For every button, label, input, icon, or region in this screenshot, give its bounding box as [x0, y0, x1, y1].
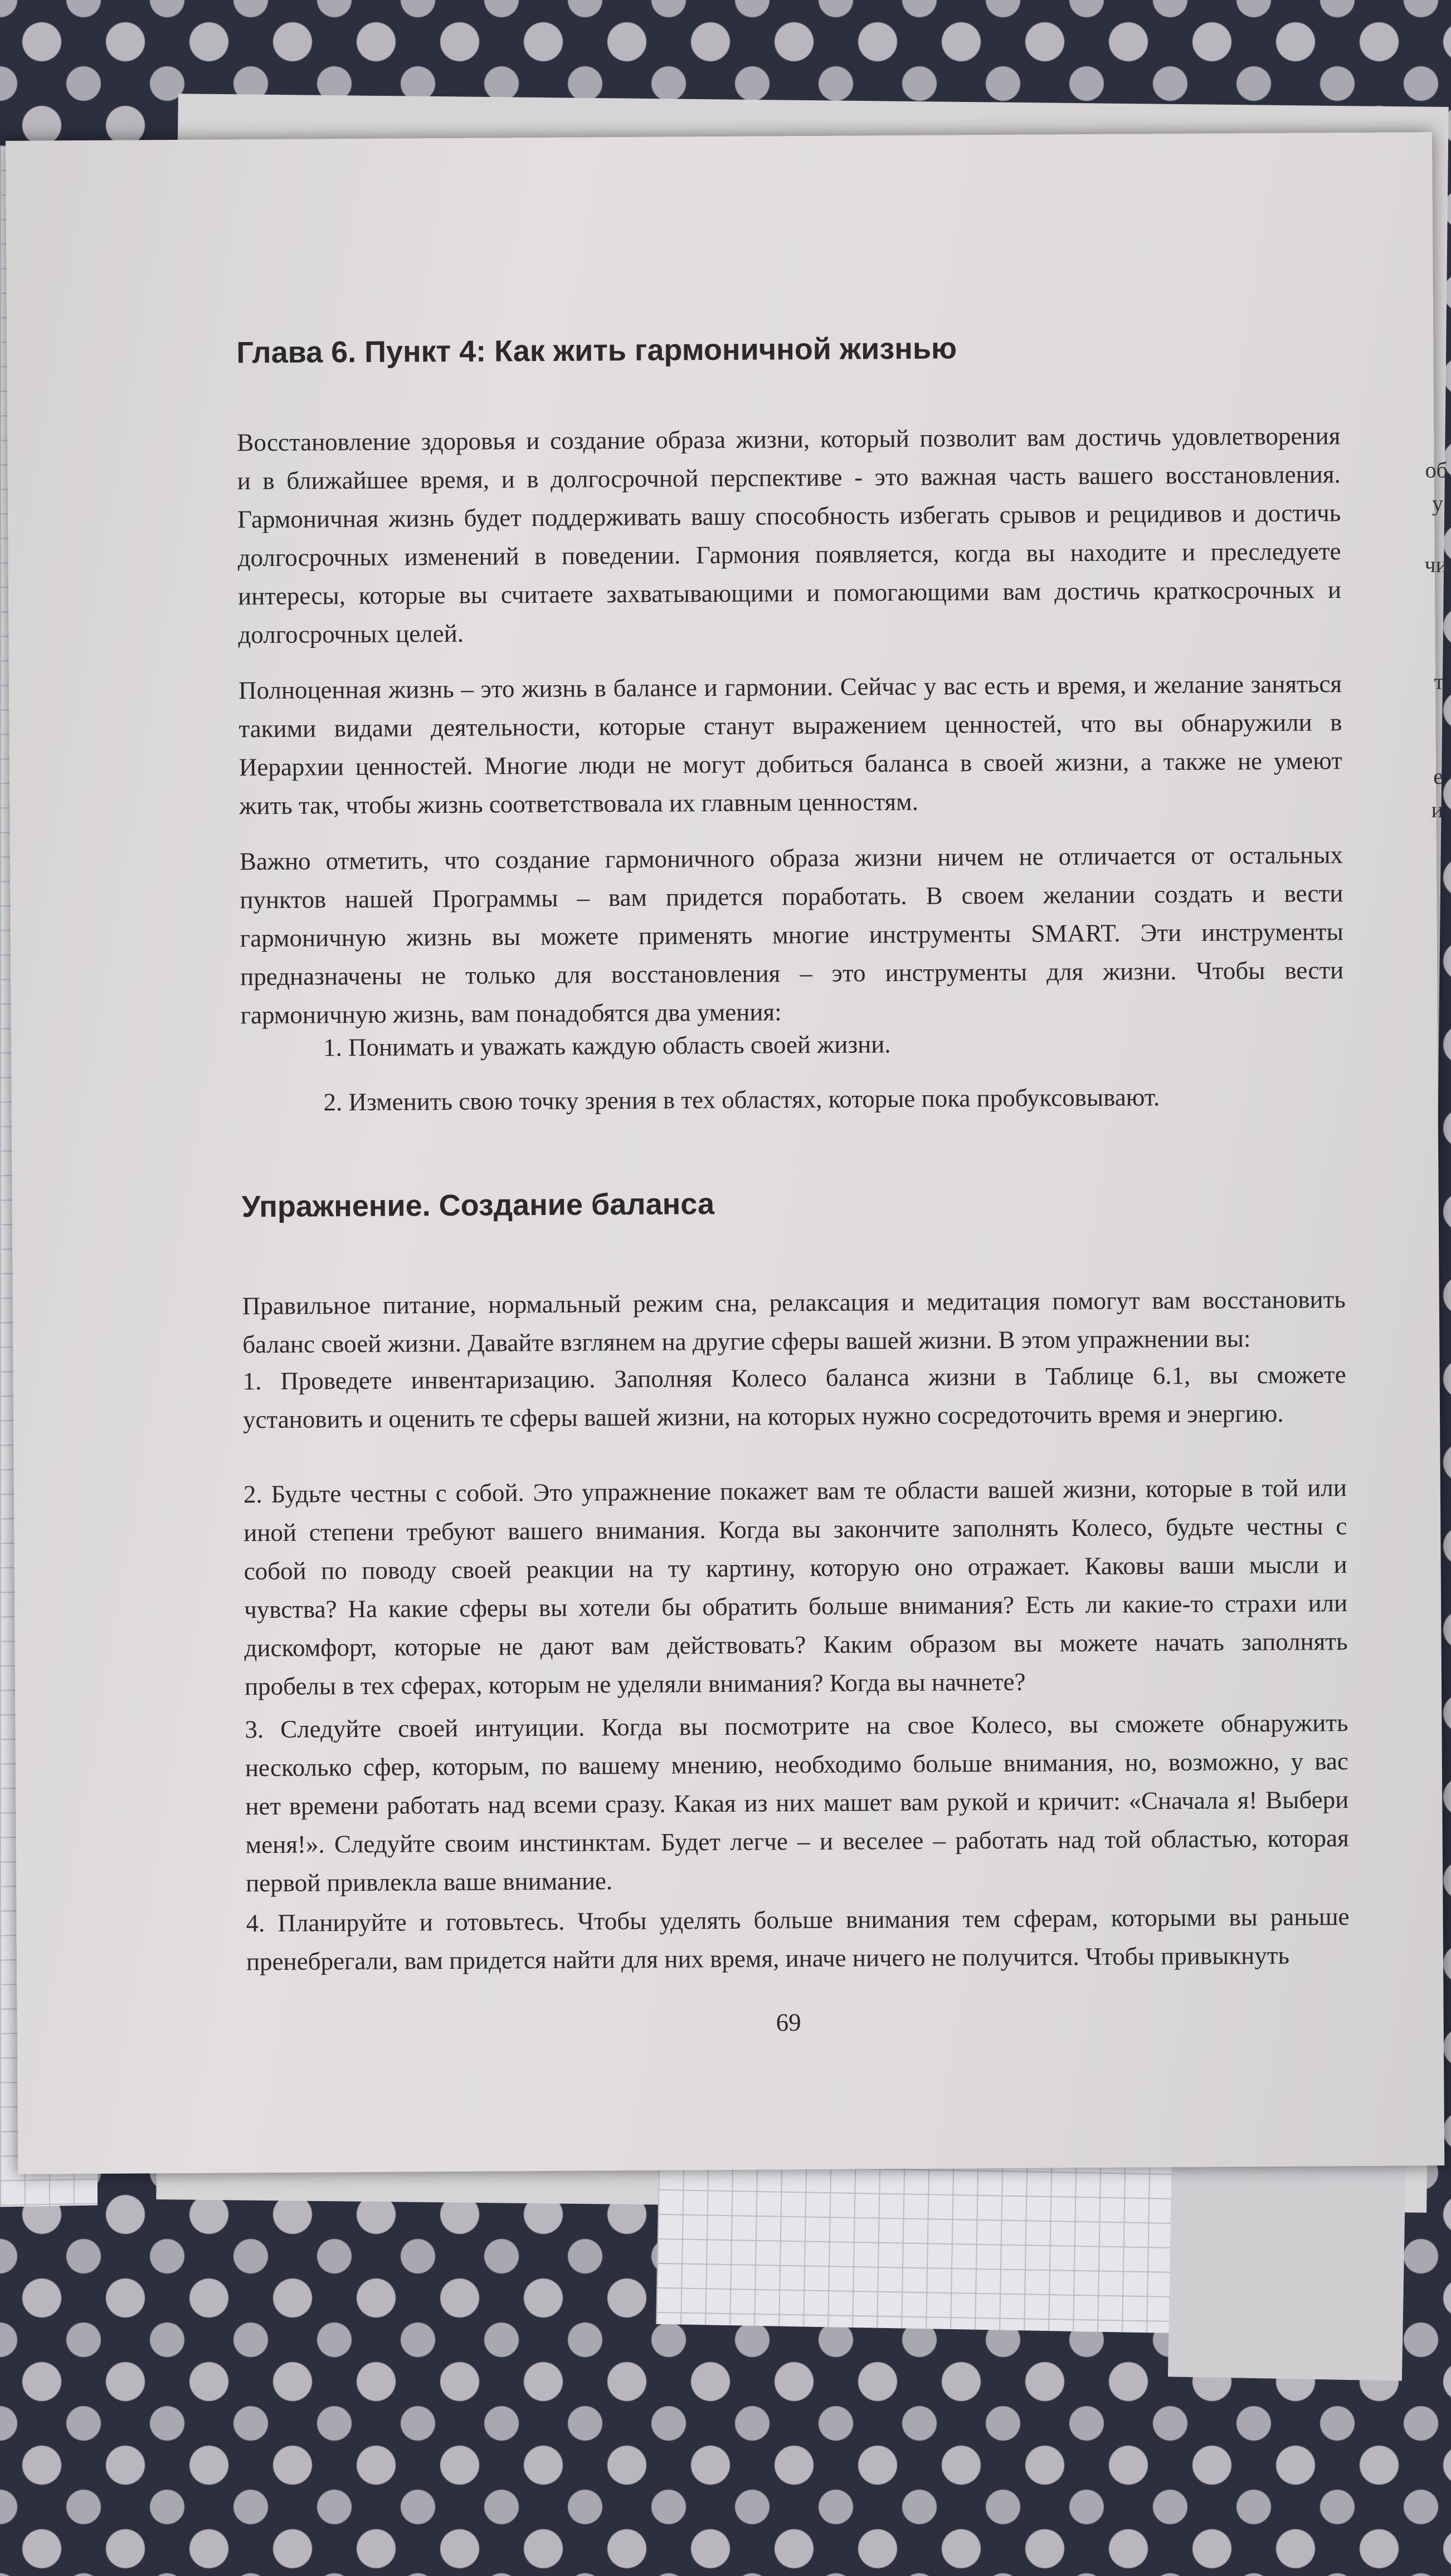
numbered-paragraph — [245, 1704, 1349, 1902]
paragraph — [242, 1280, 1346, 1364]
document-page — [6, 132, 1444, 2174]
text-line: пренебрегали, вам придется найти для них время, иначе ничего не получится. Чтобы привыкнуть — [246, 1941, 1290, 1976]
paragraph — [237, 417, 1341, 654]
text-line: баланс своей жизни. Давайте взглянем на другие сферы вашей жизни. В этом упражнении вы: — [242, 1324, 1251, 1359]
text-line: Важно отметить, что создание гармоничного образа жизни ничем не отличается от остальных — [239, 841, 1343, 876]
chapter-title: Глава 6. Пункт 4: Как жить гармоничной жизнью — [236, 331, 957, 370]
text-line: предназначены не только для восстановления – это инструменты для жизни. Чтобы вести — [240, 956, 1344, 991]
edge-fragment: чи — [1424, 552, 1448, 577]
text-line: чувства? На какие сферы вы хотели бы обратить больше внимания? Есть ли какие-то страхи или — [244, 1589, 1348, 1624]
edge-fragment: у — [1432, 491, 1443, 516]
text-line: 3. Следуйте своей интуиции. Когда вы посмотрите на свое Колесо, вы сможете обнаружить — [245, 1709, 1348, 1744]
text-line: нет времени работать над всеми сразу. Какая из них машет вам рукой и кричит: «Сначала я! Выбери — [245, 1785, 1349, 1821]
edge-fragment: е — [1433, 764, 1443, 789]
numbered-paragraph — [246, 1897, 1350, 1981]
paragraph — [238, 665, 1343, 825]
edge-fragment: об — [1425, 457, 1448, 482]
page-number: 69 — [776, 2008, 801, 2037]
text-line: и в ближайшее время, и в долгосрочной перспективе - это важная часть вашего восстановления. — [237, 460, 1341, 495]
text-line: первой привлекла ваше внимание. — [245, 1867, 613, 1897]
edge-fragment: и — [1431, 797, 1443, 822]
text-line: Иерархии ценностей. Многие люди не могут добиться баланса в своей жизни, а также не умеют — [238, 747, 1343, 782]
text-line: долгосрочных целей. — [238, 619, 464, 649]
text-line: несколько сфер, которым, по вашему мнению, необходимо больше внимания, но, возможно, у вас — [245, 1747, 1348, 1782]
edge-fragment: т. — [1434, 669, 1448, 694]
text-line: меня!». Следуйте своим инстинктам. Будет легче – и веселее – работать над той областью, которая — [245, 1824, 1349, 1859]
numbered-paragraph — [244, 1468, 1348, 1706]
text-line: Полноценная жизнь – это жизнь в балансе и гармонии. Сейчас у вас есть и время, и желание заняться — [238, 670, 1342, 705]
text-line: долгосрочных изменений в поведении. Гармония появляется, когда вы находите и преследуете — [237, 537, 1341, 572]
text-line: интересы, которые вы считаете захватывающими и помогающими вам достичь краткосрочных и — [237, 575, 1342, 611]
paragraph — [240, 836, 1344, 1035]
text-line: Восстановление здоровья и создание образа жизни, который позволит вам достичь удовлетворения — [237, 422, 1341, 457]
numbered-paragraph — [242, 1355, 1346, 1439]
section-heading: Упражнение. Создание баланса — [241, 1187, 715, 1224]
text-line: установить и оценить те сферы вашей жизни, на которых нужно сосредоточить время и энергию. — [242, 1399, 1284, 1434]
text-line: гармоничную жизнь вы можете применять многие инструменты SMART. Эти инструменты — [240, 918, 1343, 953]
text-line: жить так, чтобы жизнь соответствовала их главным ценностям. — [239, 787, 919, 820]
text-line: 4. Планируйте и готовьтесь. Чтобы уделять больше внимания тем сферам, которыми вы раньше — [246, 1902, 1350, 1938]
text-line: 2. Будьте честны с собой. Это упражнение покажет вам те области вашей жизни, которые в той или — [243, 1474, 1347, 1509]
text-line: иной степени требуют вашего внимания. Когда вы закончите заполнять Колесо, будьте честны с — [244, 1512, 1347, 1547]
text-line: Правильное питание, нормальный режим сна, релаксация и медитация помогут вам восстановить — [242, 1285, 1346, 1320]
text-line: дискомфорт, которые не дают вам действовать? Каким образом вы можете начать заполнять — [244, 1627, 1348, 1662]
list-item: 2. Изменить свою точку зрения в тех областях, которые пока пробуксовывают. — [323, 1083, 1160, 1116]
list-item: 1. Понимать и уважать каждую область своей жизни. — [323, 1030, 891, 1062]
text-line: пунктов нашей Программы – вам придется поработать. В своем желании создать и вести — [240, 879, 1343, 914]
text-line: 1. Проведете инвентаризацию. Заполняя Колесо баланса жизни в Таблице 6.1, вы сможете — [242, 1360, 1346, 1396]
text-line: собой по поводу своей реакции на ту картину, которую оно отражает. Каковы ваши мысли и — [244, 1550, 1347, 1585]
text-line: пробелы в тех сферах, которым не уделяли внимания? Когда вы начнете? — [244, 1667, 1026, 1701]
text-line: гармоничную жизнь, вам понадобятся два умения: — [240, 998, 782, 1030]
text-line: такими видами деятельности, которые станут выражением ценностей, что вы обнаружили в — [238, 708, 1342, 743]
text-line: Гармоничная жизнь будет поддерживать вашу способность избегать срывов и рецидивов и достичь — [237, 499, 1341, 534]
